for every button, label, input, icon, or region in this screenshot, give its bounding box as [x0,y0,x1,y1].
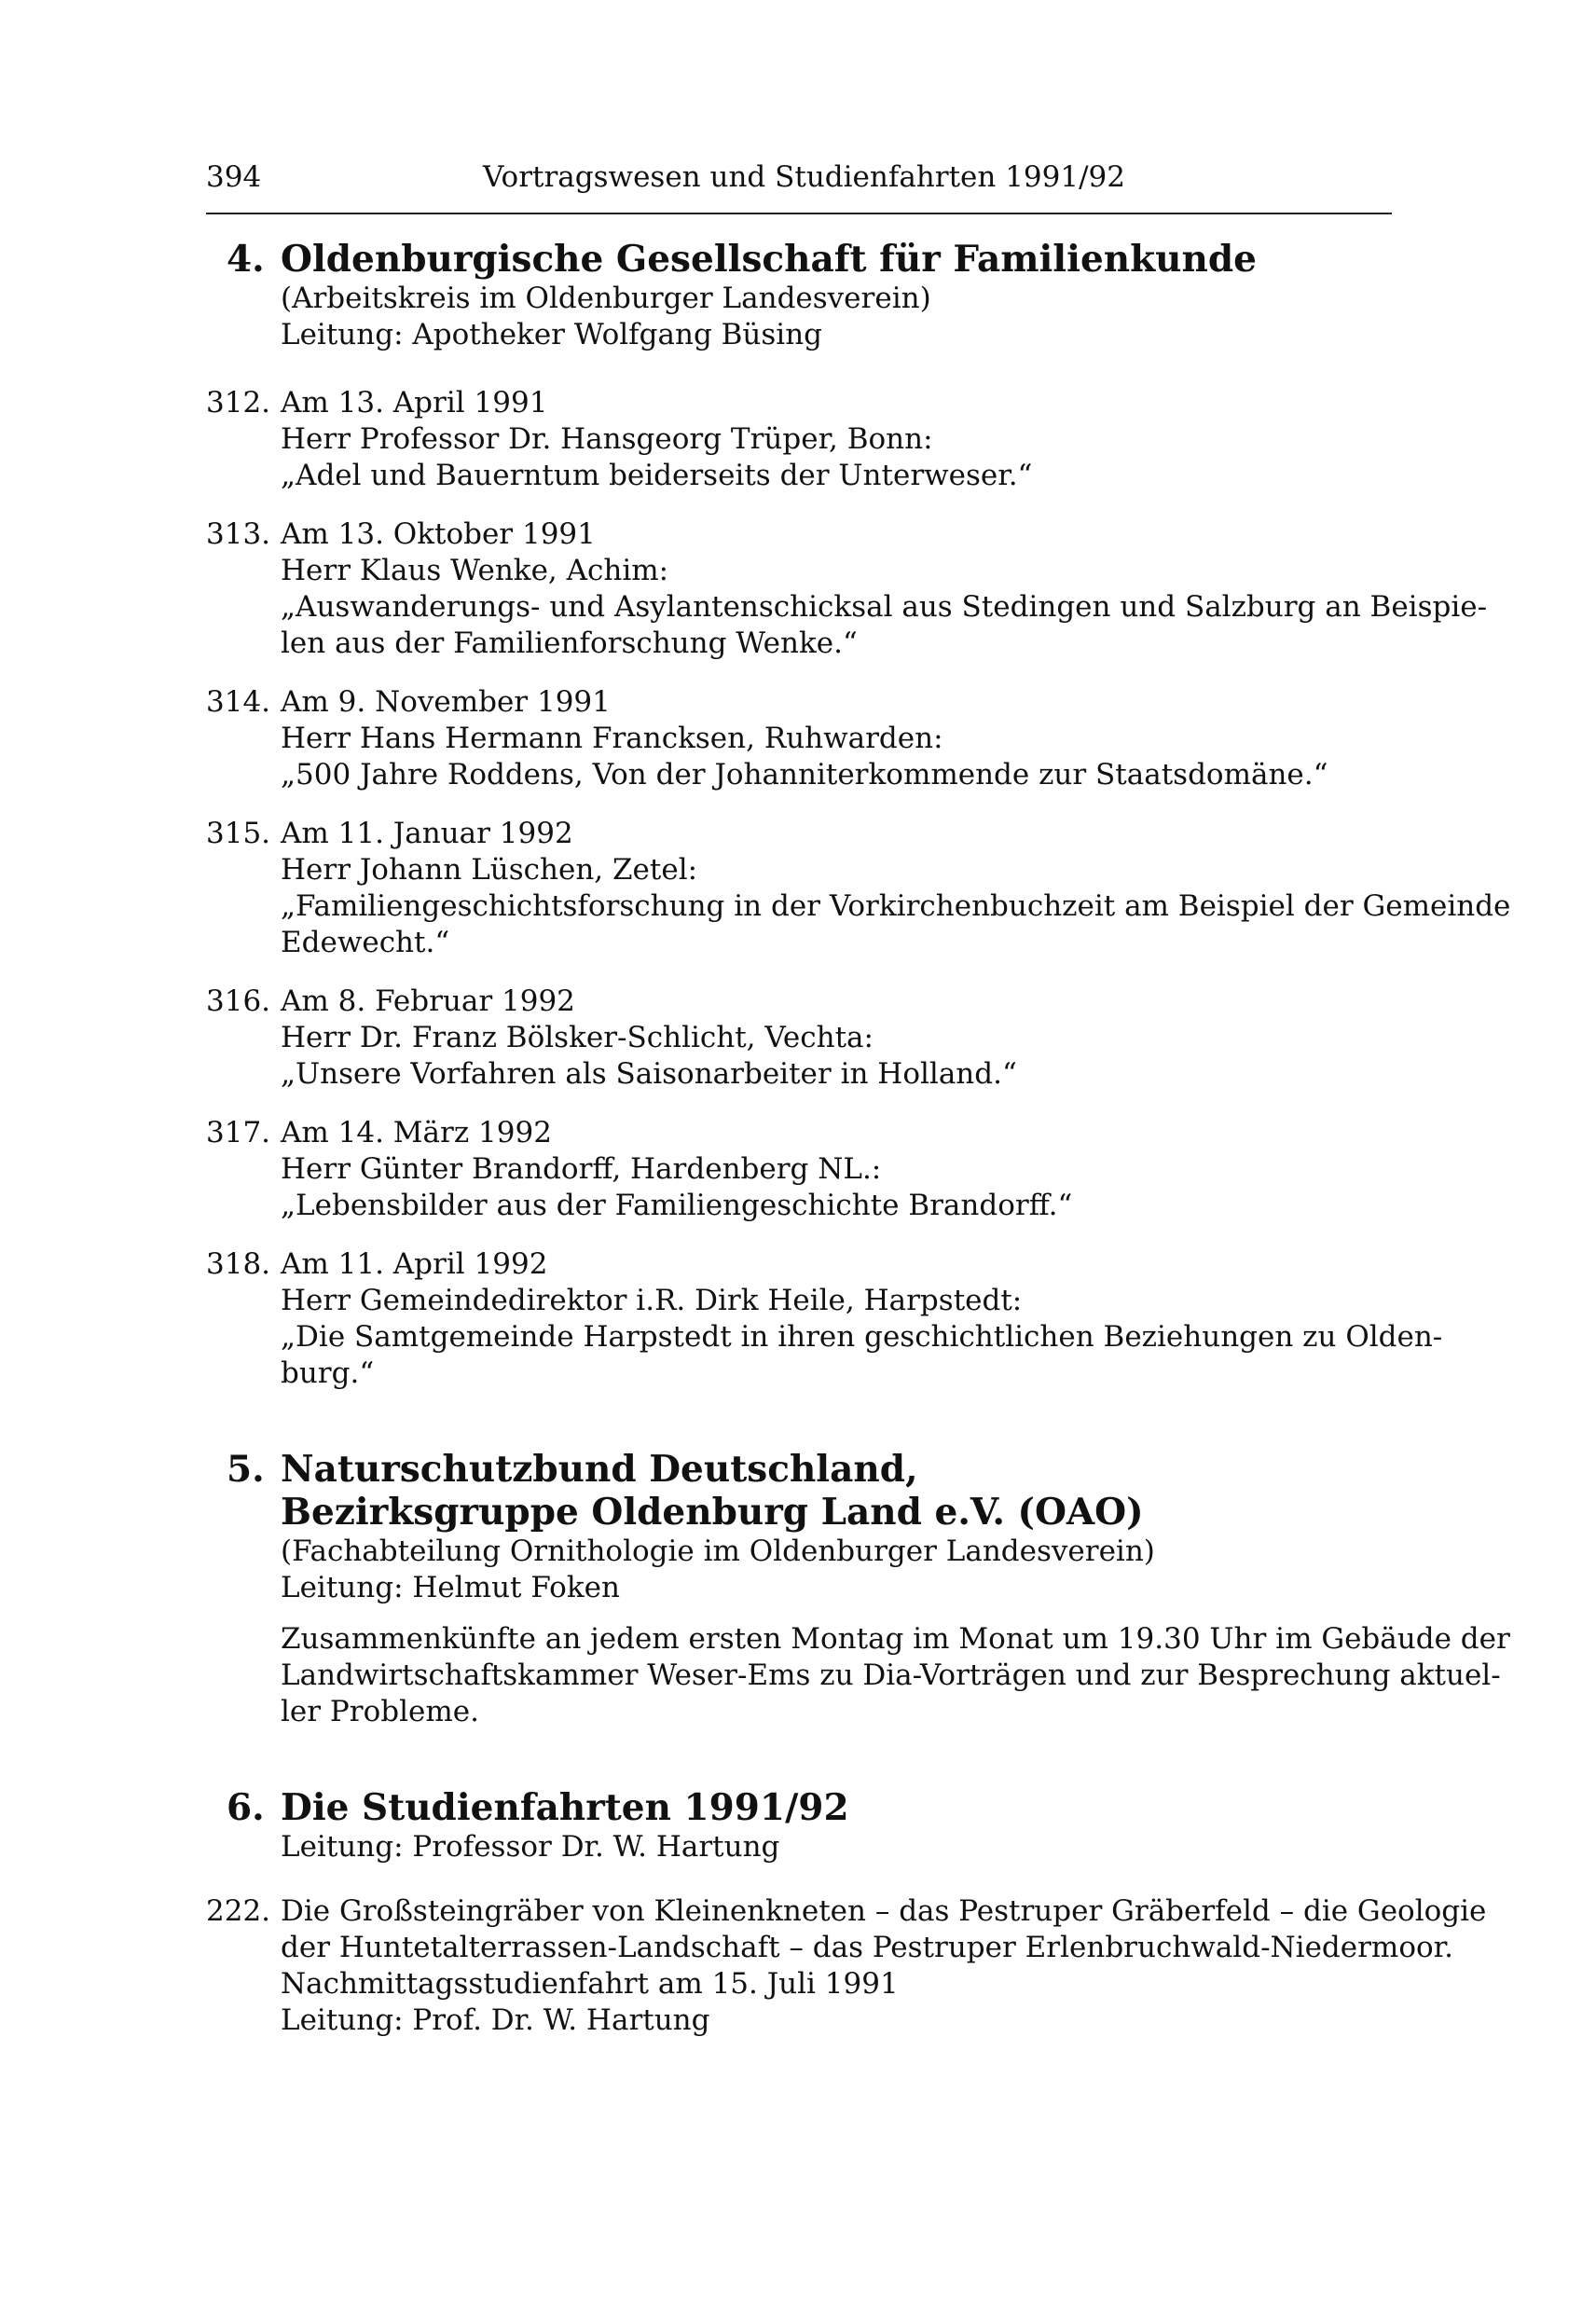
entry-speaker: Herr Professor Dr. Hansgeorg Trüper, Bonn: [281,422,933,456]
entry-topic-continued: burg.“ [281,1356,375,1390]
entry-date: Am 13. Oktober 1991 [281,517,596,551]
entry-topic: „Lebensbilder aus der Familiengeschichte Brandorff.“ [281,1189,1073,1222]
entry-line: Die Großsteingräber von Kleinenkneten – das Pestruper Gräberfeld – die Geologie [281,1894,1487,1928]
entry-date: Am 14. März 1992 [281,1116,552,1149]
list-item [206,684,1390,793]
entry-speaker: Herr Gemeindedirektor i.R. Dirk Heile, Harpstedt: [281,1284,1023,1317]
page-number: 394 [206,160,262,194]
entry-number: 314. [206,685,271,719]
section-6-number: 6. [227,1786,265,1829]
entry-speaker: Herr Günter Brandorff, Hardenberg NL.: [281,1152,882,1186]
description-line: ler Probleme. [281,1695,479,1728]
running-header [206,158,1390,214]
section-5-leader: Leitung: Helmut Foken [281,1571,620,1604]
entry-number: 222. [206,1894,271,1928]
section-spacer [206,1730,1390,1786]
running-title: Vortragswesen und Studienfahrten 1991/92 [483,160,1125,194]
section-6-title: Die Studienfahrten 1991/92 [281,1786,849,1829]
entry-number: 316. [206,984,271,1018]
header-rule [206,213,1392,214]
description-line: Zusammenkünfte an jedem ersten Montag im Monat um 19.30 Uhr im Gebäude der [281,1622,1510,1656]
list-item [206,816,1511,961]
entry-topic-continued: Edewecht.“ [281,926,450,959]
list-item [206,1115,1390,1224]
section-6-leader: Leitung: Professor Dr. W. Hartung [281,1830,780,1864]
entry-date: Am 8. Februar 1992 [281,984,575,1018]
section-5-title-line-2: Bezirksgruppe Oldenburg Land e.V. (OAO) [281,1491,1144,1534]
section-5-description [206,1621,1510,1730]
entry-speaker: Herr Dr. Franz Bölsker-Schlicht, Vechta: [281,1021,874,1054]
page-content [206,238,1511,2039]
entry-number: 317. [206,1116,271,1149]
entry-speaker: Herr Hans Hermann Francksen, Ruhwarden: [281,722,943,755]
section-5-title-line-1: Naturschutzbund Deutschland, [281,1448,918,1491]
section-4-number: 4. [227,238,265,281]
entry-topic: „Die Samtgemeinde Harpstedt in ihren geschichtlichen Beziehungen zu Olden- [281,1320,1443,1354]
section-5 [206,1448,1510,1730]
entry-topic: „500 Jahre Roddens, Von der Johanniterkommende zur Staatsdomäne.“ [281,758,1328,791]
list-item [206,516,1488,662]
section-4-heading [206,238,1390,353]
entry-speaker: Herr Klaus Wenke, Achim: [281,554,669,587]
list-item [206,1246,1443,1392]
entry-topic: „Adel und Bauerntum beiderseits der Unterweser.“ [281,459,1033,492]
section-4-subtitle: (Arbeitskreis im Oldenburger Landesverein) [281,282,931,315]
entry-topic: „Auswanderungs- und Asylantenschicksal aus Stedingen und Salzburg an Beispie- [281,590,1488,624]
section-4-title: Oldenburgische Gesellschaft für Familienkunde [281,238,1257,281]
entry-topic-continued: len aus der Familienforschung Wenke.“ [281,626,858,660]
section-4 [206,238,1511,1392]
entry-date: Am 9. November 1991 [281,685,611,719]
section-4-leader: Leitung: Apotheker Wolfgang Büsing [281,318,823,351]
section-spacer [206,1392,1390,1448]
entry-line: Nachmittagsstudienfahrt am 15. Juli 1991 [281,1967,899,2001]
list-item [206,385,1390,494]
description-line: Landwirtschaftskammer Weser-Ems zu Dia-Vorträgen und zur Besprechung aktuel- [281,1658,1501,1692]
entry-topic: „Familiengeschichtsforschung in der Vorkirchenbuchzeit am Beispiel der Gemeinde [281,889,1511,923]
entry-date: Am 11. April 1992 [281,1247,548,1281]
entry-topic: „Unsere Vorfahren als Saisonarbeiter in Holland.“ [281,1057,1017,1091]
entry-line: der Huntetalterrassen-Landschaft – das Pestruper Erlenbruchwald-Niedermoor. [281,1931,1453,1964]
section-5-subtitle: (Fachabteilung Ornithologie im Oldenburger Landesverein) [281,1534,1155,1568]
entry-number: 312. [206,386,271,420]
entry-line: Leitung: Prof. Dr. W. Hartung [281,2003,710,2037]
entry-number: 315. [206,817,271,850]
entry-number: 313. [206,517,271,551]
list-item [206,984,1390,1093]
entry-date: Am 13. April 1991 [281,386,548,420]
section-6-heading [206,1786,1390,1865]
section-6 [206,1786,1487,2039]
list-item [206,1893,1487,2039]
section-5-number: 5. [227,1448,265,1491]
entry-date: Am 11. Januar 1992 [281,817,573,850]
entry-speaker: Herr Johann Lüschen, Zetel: [281,853,698,887]
section-5-heading [206,1448,1390,1606]
entry-number: 318. [206,1247,271,1281]
